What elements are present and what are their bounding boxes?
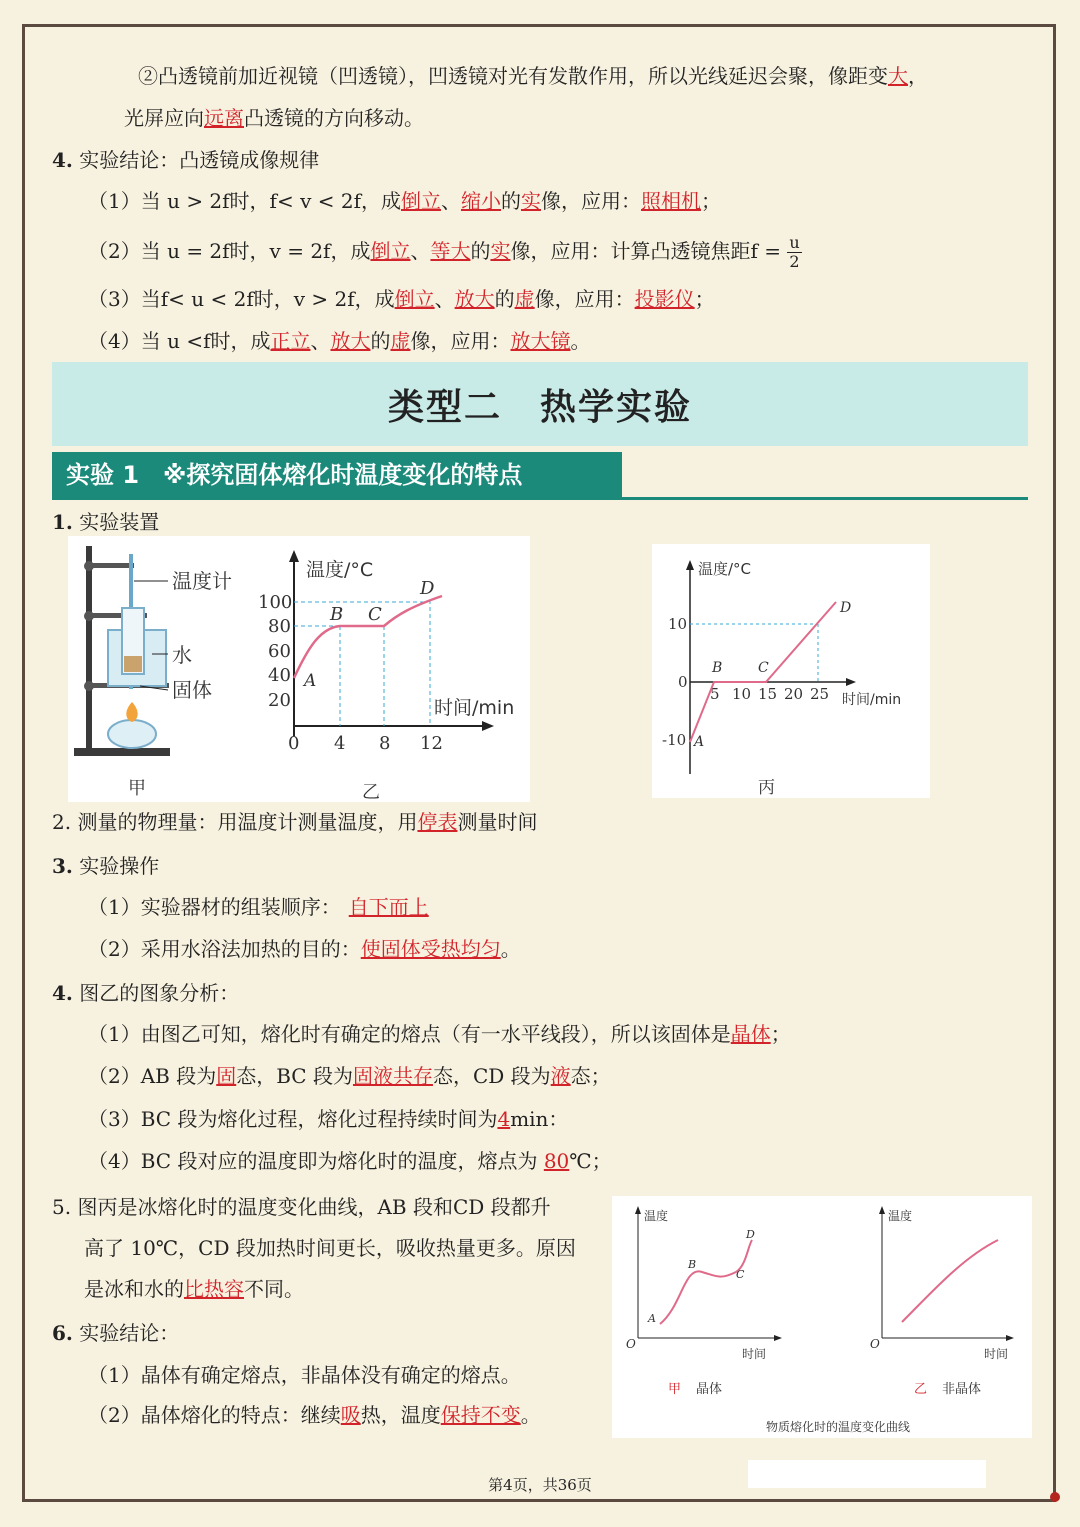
exp-4-3 bbox=[88, 1105, 568, 1133]
text: ； bbox=[770, 1022, 791, 1046]
answer: 液 bbox=[550, 1064, 571, 1088]
text: （3）BC 段为熔化过程，熔化过程持续时间为 bbox=[88, 1107, 498, 1131]
caption-jia: 甲 bbox=[128, 778, 146, 799]
answer: 投影仪 bbox=[634, 287, 695, 311]
x-tick: 5 bbox=[710, 685, 720, 703]
point-label: B bbox=[330, 604, 344, 625]
arrow bbox=[879, 1206, 885, 1214]
amorphous-curve bbox=[902, 1240, 998, 1322]
answer: 80 bbox=[543, 1149, 570, 1173]
text: 。 bbox=[520, 1403, 541, 1427]
y-tick: 60 bbox=[268, 641, 291, 662]
y-label: 温度 bbox=[888, 1209, 913, 1223]
text: 像，应用： bbox=[410, 329, 511, 353]
y-label: 温度/°C bbox=[698, 560, 752, 578]
exp-section-1 bbox=[52, 508, 159, 536]
x-arrow bbox=[846, 678, 856, 686]
section-4-heading bbox=[52, 146, 319, 174]
answer: 保持不变 bbox=[440, 1403, 521, 1427]
x-label: 时间 bbox=[742, 1347, 767, 1361]
text: 、 bbox=[310, 329, 331, 353]
point-label: C bbox=[368, 604, 382, 625]
text: （1）由图乙可知，熔化时有确定的熔点（有一水平线段），所以该固体是 bbox=[88, 1022, 731, 1046]
section-title: 图乙的图象分析： bbox=[79, 981, 240, 1005]
section-number: 4. bbox=[52, 981, 73, 1005]
caption-right: 非晶体 bbox=[942, 1382, 982, 1397]
section-number: 5. bbox=[52, 1195, 72, 1219]
text: （1）当 u > 2f时，f< v < 2f，成 bbox=[88, 189, 401, 213]
apparatus-diagram bbox=[68, 536, 530, 802]
lens-line-1 bbox=[138, 62, 928, 90]
x-label: 时间 bbox=[984, 1347, 1009, 1361]
caption-left: 晶体 bbox=[696, 1382, 723, 1397]
y-arrow bbox=[289, 550, 299, 562]
answer: 放大 bbox=[330, 329, 371, 353]
y-tick: 100 bbox=[258, 592, 293, 613]
section-banner bbox=[52, 362, 1028, 446]
text: ℃； bbox=[569, 1149, 612, 1173]
point-label: B bbox=[712, 660, 723, 676]
section-title: 实验结论： bbox=[79, 1321, 180, 1345]
solid bbox=[124, 656, 142, 672]
stand-base bbox=[74, 748, 170, 756]
x-tick: 20 bbox=[784, 685, 804, 703]
exp-3-2 bbox=[88, 935, 521, 963]
numerator: u bbox=[789, 233, 800, 252]
answer: 比热容 bbox=[184, 1277, 244, 1301]
caption-right-marker: 乙 bbox=[914, 1382, 928, 1397]
answer: 晶体 bbox=[730, 1022, 771, 1046]
caption-bing: 丙 bbox=[758, 778, 775, 798]
exp-section-4 bbox=[52, 979, 239, 1007]
text: 。 bbox=[570, 329, 591, 353]
text: 高了 10℃，CD 段加热时间更长，吸收热量更多。原因 bbox=[84, 1236, 576, 1260]
label-thermometer: 温度计 bbox=[172, 569, 232, 593]
x-tick: 10 bbox=[732, 685, 752, 703]
section-number: 2. bbox=[52, 810, 72, 834]
point-label: D bbox=[746, 1228, 755, 1241]
text: 态，CD 段为 bbox=[432, 1064, 551, 1088]
answer: 倒立 bbox=[370, 239, 411, 263]
answer: 等大 bbox=[430, 239, 471, 263]
answer: 放大镜 bbox=[510, 329, 571, 353]
text: 态，BC 段为 bbox=[236, 1064, 353, 1088]
x-label: 时间/min bbox=[434, 697, 515, 719]
answer: 固液共存 bbox=[352, 1064, 433, 1088]
corner-mark bbox=[1050, 1492, 1060, 1502]
text: （4）BC 段对应的温度即为熔化时的温度，熔点为 bbox=[88, 1149, 544, 1173]
point-label: C bbox=[736, 1268, 745, 1281]
answer: 实 bbox=[520, 189, 541, 213]
answer: 吸 bbox=[340, 1403, 361, 1427]
section-title: 实验结论：凸透镜成像规律 bbox=[79, 148, 320, 172]
experiment-header: 实验 1 ※探究固体熔化时温度变化的特点 bbox=[52, 452, 622, 498]
answer: 缩小 bbox=[460, 189, 501, 213]
y-tick: 40 bbox=[268, 665, 291, 686]
stand-pole bbox=[86, 546, 92, 751]
answer: 倒立 bbox=[400, 189, 441, 213]
answer: 4 bbox=[497, 1107, 511, 1131]
arrow bbox=[774, 1335, 782, 1341]
exp-4-4 bbox=[88, 1147, 612, 1175]
exp-5-line-2 bbox=[84, 1234, 576, 1262]
page-number: 第4页，共36页 bbox=[488, 1476, 592, 1494]
y-tick: 0 bbox=[678, 673, 688, 691]
caption-yi: 乙 bbox=[362, 782, 380, 802]
y-tick: 80 bbox=[268, 616, 291, 637]
point-label: A bbox=[648, 1312, 656, 1325]
figure-caption: 物质熔化时的温度变化曲线 bbox=[766, 1420, 911, 1434]
text: 态； bbox=[570, 1064, 611, 1088]
exp-5-line-3 bbox=[84, 1275, 304, 1303]
answer: 正立 bbox=[270, 329, 311, 353]
origin-label: O bbox=[626, 1337, 636, 1351]
text: ， bbox=[908, 64, 928, 88]
answer: 倒立 bbox=[394, 287, 435, 311]
x-label: 时间/min bbox=[842, 692, 902, 708]
section-title: 实验操作 bbox=[79, 854, 160, 878]
text: 、 bbox=[440, 189, 461, 213]
rule-3 bbox=[88, 285, 715, 313]
x-arrow bbox=[482, 721, 494, 731]
label-solid: 固体 bbox=[172, 678, 212, 702]
text: 、 bbox=[434, 287, 455, 311]
rule-1 bbox=[88, 187, 721, 215]
point-label: C bbox=[758, 660, 769, 676]
answer: 虚 bbox=[514, 287, 535, 311]
section-number: 1. bbox=[52, 510, 73, 534]
text: 。 bbox=[500, 937, 521, 961]
answer: 放大 bbox=[454, 287, 495, 311]
text: （2）AB 段为 bbox=[88, 1064, 217, 1088]
arrow bbox=[635, 1206, 641, 1214]
text: 的 bbox=[470, 239, 491, 263]
x-tick: 8 bbox=[379, 733, 391, 754]
section-number: 4. bbox=[52, 148, 73, 172]
graph-yi bbox=[258, 550, 514, 802]
answer: 大 bbox=[888, 64, 908, 88]
x-tick: 4 bbox=[334, 733, 346, 754]
x-tick: 12 bbox=[420, 733, 443, 754]
y-tick: 10 bbox=[668, 615, 688, 633]
text: 凸透镜的方向移动。 bbox=[244, 106, 424, 130]
exp-section-5 bbox=[52, 1193, 551, 1221]
text: 、 bbox=[410, 239, 431, 263]
banner-title: 类型二 热学实验 bbox=[387, 386, 692, 428]
figure-melting-curves bbox=[612, 1196, 1032, 1438]
exp-4-2 bbox=[88, 1062, 611, 1090]
point-label: B bbox=[688, 1258, 697, 1271]
x-tick: 25 bbox=[810, 685, 830, 703]
answer: 使固体受热均匀 bbox=[360, 937, 501, 961]
origin-label: O bbox=[870, 1337, 880, 1351]
exp-section-6 bbox=[52, 1319, 179, 1347]
text: 的 bbox=[494, 287, 515, 311]
exp-6-2 bbox=[88, 1401, 541, 1429]
crystal-curve bbox=[660, 1240, 752, 1324]
text: （4）当 u <f时，成 bbox=[88, 329, 271, 353]
fraction bbox=[787, 234, 801, 271]
text: ； bbox=[694, 287, 715, 311]
answer: 虚 bbox=[390, 329, 411, 353]
figure-apparatus-and-graph bbox=[68, 536, 530, 802]
rule-4 bbox=[88, 327, 590, 355]
y-label: 温度 bbox=[644, 1209, 669, 1223]
text: 的 bbox=[500, 189, 521, 213]
text: ； bbox=[700, 189, 721, 213]
text: ②凸透镜前加近视镜（凹透镜），凹透镜对光有发散作用，所以光线延迟会聚，像距变 bbox=[138, 64, 888, 88]
rule-2 bbox=[88, 234, 802, 271]
section-number: 6. bbox=[52, 1321, 73, 1345]
caption-left-marker: 甲 bbox=[668, 1382, 682, 1397]
exp-section-3 bbox=[52, 852, 159, 880]
text: （2）采用水浴法加热的目的： bbox=[88, 937, 361, 961]
exp-3-1 bbox=[88, 893, 429, 921]
text: 像，应用：计算凸透镜焦距f = bbox=[510, 239, 781, 263]
figure-ice-melting bbox=[652, 544, 930, 798]
clamp-arm bbox=[89, 563, 134, 568]
text: 测量的物理量：用温度计测量温度，用 bbox=[77, 810, 418, 834]
text: （2）晶体熔化的特点：继续 bbox=[88, 1403, 341, 1427]
text: （1）实验器材的组装顺序： bbox=[88, 895, 341, 919]
alcohol-lamp bbox=[108, 720, 156, 748]
point-label: A bbox=[304, 671, 317, 691]
graph-bing bbox=[652, 544, 930, 798]
label-water: 水 bbox=[172, 643, 192, 667]
text: 图丙是冰熔化时的温度变化曲线，AB 段和CD 段都升 bbox=[77, 1195, 551, 1219]
answer: 照相机 bbox=[640, 189, 701, 213]
answer: 停表 bbox=[417, 810, 458, 834]
answer: 自下而上 bbox=[348, 895, 429, 919]
text: 光屏应向 bbox=[124, 106, 204, 130]
section-title: 实验装置 bbox=[79, 510, 160, 534]
y-arrow bbox=[686, 560, 694, 570]
denominator: 2 bbox=[789, 252, 800, 271]
answer: 固 bbox=[216, 1064, 237, 1088]
exp-6-1 bbox=[88, 1361, 521, 1389]
text: （3）当f< u < 2f时，v > 2f，成 bbox=[88, 287, 395, 311]
text: min： bbox=[510, 1107, 569, 1131]
text: 不同。 bbox=[244, 1277, 304, 1301]
flame bbox=[126, 702, 137, 722]
text: 是冰和水的 bbox=[84, 1277, 184, 1301]
y-tick: -10 bbox=[662, 731, 687, 749]
melting-curves-diagram bbox=[612, 1196, 1032, 1438]
text: （1）晶体有确定熔点，非晶体没有确定的熔点。 bbox=[88, 1363, 521, 1387]
point-label: D bbox=[420, 578, 435, 599]
lens-line-2 bbox=[124, 104, 424, 132]
x-tick: 0 bbox=[288, 733, 300, 754]
arrow bbox=[1006, 1335, 1014, 1341]
experiment-header-rule bbox=[52, 497, 1028, 500]
text: 像，应用： bbox=[540, 189, 641, 213]
answer: 远离 bbox=[204, 106, 244, 130]
text: 测量时间 bbox=[457, 810, 538, 834]
exp-4-1 bbox=[88, 1020, 791, 1048]
y-label: 温度/°C bbox=[306, 559, 374, 581]
text: 热，温度 bbox=[360, 1403, 441, 1427]
text: 像，应用： bbox=[534, 287, 635, 311]
answer: 实 bbox=[490, 239, 511, 263]
x-tick: 15 bbox=[758, 685, 778, 703]
exp-section-2 bbox=[52, 808, 537, 836]
text: （2）当 u = 2f时，v = 2f，成 bbox=[88, 239, 371, 263]
point-label: A bbox=[694, 734, 705, 750]
point-label: D bbox=[840, 600, 852, 616]
section-number: 3. bbox=[52, 854, 73, 878]
y-tick: 20 bbox=[268, 690, 291, 711]
text: 的 bbox=[370, 329, 391, 353]
